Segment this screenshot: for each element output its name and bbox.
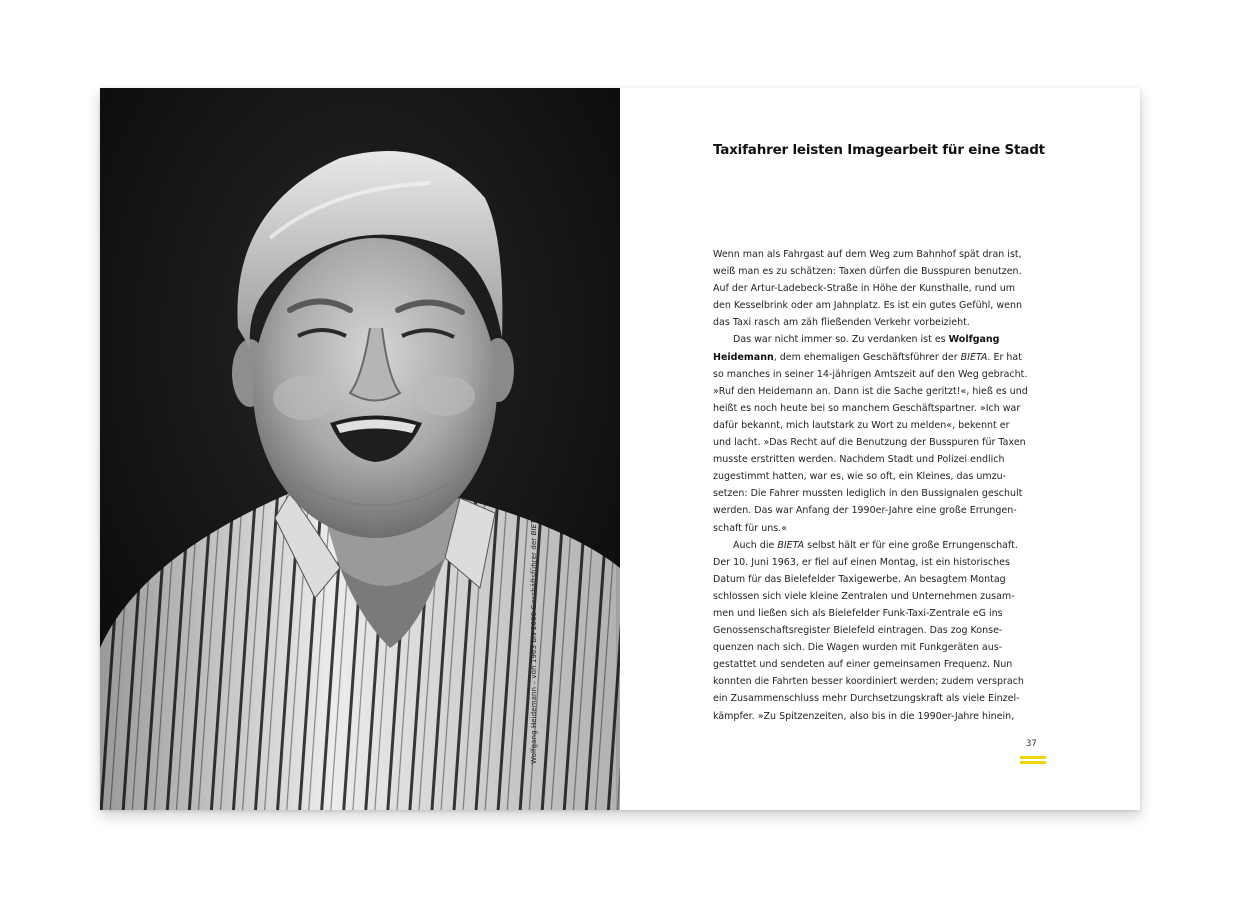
page-number: 37 — [1026, 739, 1037, 749]
text-line: so manches in seiner 14-jährigen Amtszeit auf den Weg gebracht. — [713, 368, 1028, 380]
text-run: . Er hat — [987, 351, 1022, 363]
person-name-bold: Wolfgang — [948, 334, 1000, 346]
text-line: »Ruf den Heidemann an. Dann ist die Sache geritzt!«, hieß es und — [713, 385, 1028, 397]
text-line: schaft für uns.« — [713, 522, 788, 534]
left-page — [100, 88, 620, 810]
caption-text: Wolfgang Heidemann – von 1963 bis 2000 Geschäftsführer der — [530, 535, 538, 764]
text-line: Wenn man als Fahrgast auf dem Weg zum Bahnhof spät dran ist, — [713, 249, 1022, 260]
text-line: zugestimmt hatten, war es, wie so oft, ein Kleines, das umzu- — [713, 471, 1007, 483]
text-line: und lacht. »Das Recht auf die Benutzung der Busspuren für Taxen — [713, 437, 1026, 449]
article-body — [713, 246, 1046, 725]
text-line: kämpfer. »Zu Spitzenzeiten, also bis in die 1990er-Jahre hinein, — [713, 710, 1015, 722]
page-number-marker — [1020, 756, 1046, 764]
text-run: , dem ehemaligen Geschäftsführer der — [773, 351, 961, 363]
text-run: selbst hält er für eine große Errungenschaft. — [804, 539, 1018, 551]
text-line — [713, 349, 1046, 366]
caption-brand: BIETA — [530, 515, 538, 536]
text-line: das Taxi rasch am zäh fließenden Verkehr vorbeizieht. — [713, 317, 970, 329]
text-line: dafür bekannt, mich lautstark zu Wort zu melden«, bekennt er — [713, 419, 1010, 431]
text-line: heißt es noch heute bei so manchem Geschäftspartner. »Ich war — [713, 402, 1021, 414]
text-line: schlossen sich viele kleine Zentralen und Unternehmen zusam- — [713, 590, 1015, 602]
text-run: Auch die — [733, 539, 778, 551]
text-line: den Kesselbrink oder am Jahnplatz. Es ist ein gutes Gefühl, wenn — [713, 300, 1022, 312]
text-line: Genossenschaftsregister Bielefeld eintragen. Das zog Konse- — [713, 625, 1003, 637]
text-line: setzen: Die Fahrer mussten lediglich in den Bussignalen geschult — [713, 488, 1023, 500]
text-line — [713, 537, 1046, 554]
brand-italic: BIETA — [960, 351, 988, 363]
text-line: konnten die Fahrten besser koordiniert werden; zudem versprach — [713, 676, 1024, 688]
text-line: ein Zusammenschluss mehr Durchsetzungskraft als viele Einzel- — [713, 693, 1020, 705]
article-title: Taxifahrer leisten Imagearbeit für eine Stadt — [713, 142, 1045, 158]
text-line: quenzen nach sich. Die Wagen wurden mit Funkgeräten aus- — [713, 642, 1003, 654]
text-line: Auf der Artur-Ladebeck-Straße in Höhe der Kunsthalle, rund um — [713, 283, 1015, 295]
text-line: Datum für das Bielefelder Taxigewerbe. An besagtem Montag — [713, 573, 1006, 585]
text-line: werden. Das war Anfang der 1990er-Jahre eine große Errungen- — [713, 505, 1017, 517]
text-line: weiß man es zu schätzen: Taxen dürfen die Busspuren benutzen. — [713, 266, 1022, 278]
text-line: Der 10. Juni 1963, er fiel auf einen Montag, ist ein historisches — [713, 556, 1010, 568]
text-line: musste erstritten werden. Nachdem Stadt und Polizei endlich — [713, 454, 1005, 466]
photo-caption — [530, 515, 538, 764]
brand-italic: BIETA — [777, 539, 805, 551]
text-line — [713, 331, 1046, 348]
person-name-bold: Heidemann — [713, 351, 774, 363]
text-run: Das war nicht immer so. Zu verdanken ist es — [733, 334, 949, 346]
text-line: gestattet und sendeten auf einer gemeinsamen Frequenz. Nun — [713, 659, 1013, 671]
text-line: men und ließen sich als Bielefelder Funk-Taxi-Zentrale eG ins — [713, 607, 1003, 619]
portrait-photo — [100, 88, 620, 810]
